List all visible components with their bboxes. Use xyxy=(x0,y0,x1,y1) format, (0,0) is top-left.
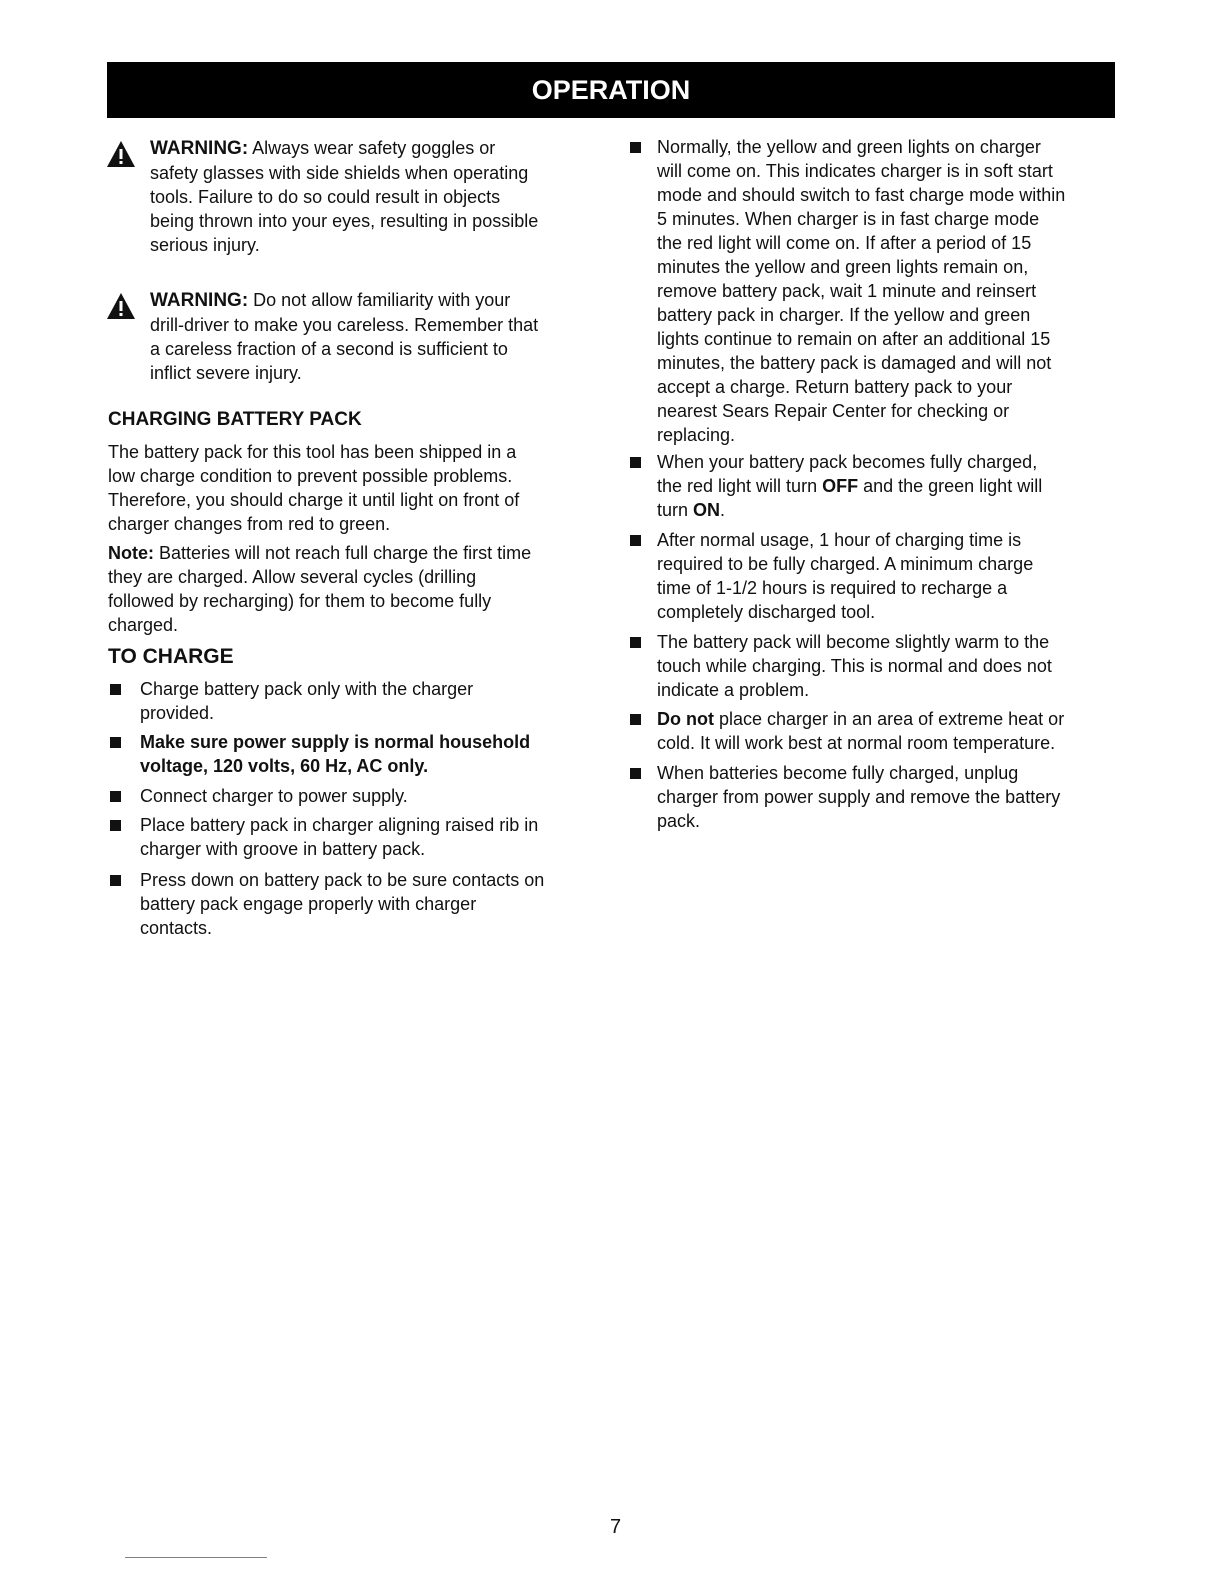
bullet-icon xyxy=(630,768,641,779)
bullet-icon xyxy=(630,714,641,725)
to-charge-heading: TO CHARGE xyxy=(108,645,234,668)
charging-note xyxy=(108,541,531,637)
bullet-icon xyxy=(110,791,121,802)
warning-familiarity xyxy=(106,288,606,398)
note-text: Batteries will not reach full charge the first time they are charged. Allow several cycles (drilling followed by recharging) for them to become fully charged. xyxy=(108,543,532,635)
warning-triangle-icon xyxy=(106,140,136,168)
warning-label: WARNING: xyxy=(150,138,249,159)
bullet-icon xyxy=(630,457,641,468)
warning-text: Do not allow familiarity with your drill-driver to make you careless. Remember that a careless fraction of a second is sufficient to inflict severe injury. xyxy=(150,290,539,383)
bullet-icon xyxy=(630,535,641,546)
section-header: OPERATION xyxy=(107,62,1115,118)
warning-triangle-icon xyxy=(106,292,136,320)
bullet-icon xyxy=(110,737,121,748)
footer-rule xyxy=(125,1557,267,1558)
page-number: 7 xyxy=(610,1516,622,1538)
warning-goggles xyxy=(106,136,606,266)
warning-label: WARNING: xyxy=(150,290,249,311)
bullet-icon xyxy=(630,142,641,153)
warning-text: Always wear safety goggles or safety glasses with side shields when operating tools. Failure to do so could result in objects being thrown into your eyes, resulting in possible serious injury. xyxy=(150,138,539,255)
charging-heading: CHARGING BATTERY PACK xyxy=(108,409,362,430)
bullet-icon xyxy=(110,875,121,886)
bullet-icon xyxy=(110,684,121,695)
bullet-icon xyxy=(110,820,121,831)
note-label: Note: xyxy=(108,543,154,563)
bullet-icon xyxy=(630,637,641,648)
charging-paragraph: The battery pack for this tool has been shipped in a low charge condition to prevent possible problems. Therefore, you should charge it until light on front of charger changes from red to green. xyxy=(108,442,520,534)
